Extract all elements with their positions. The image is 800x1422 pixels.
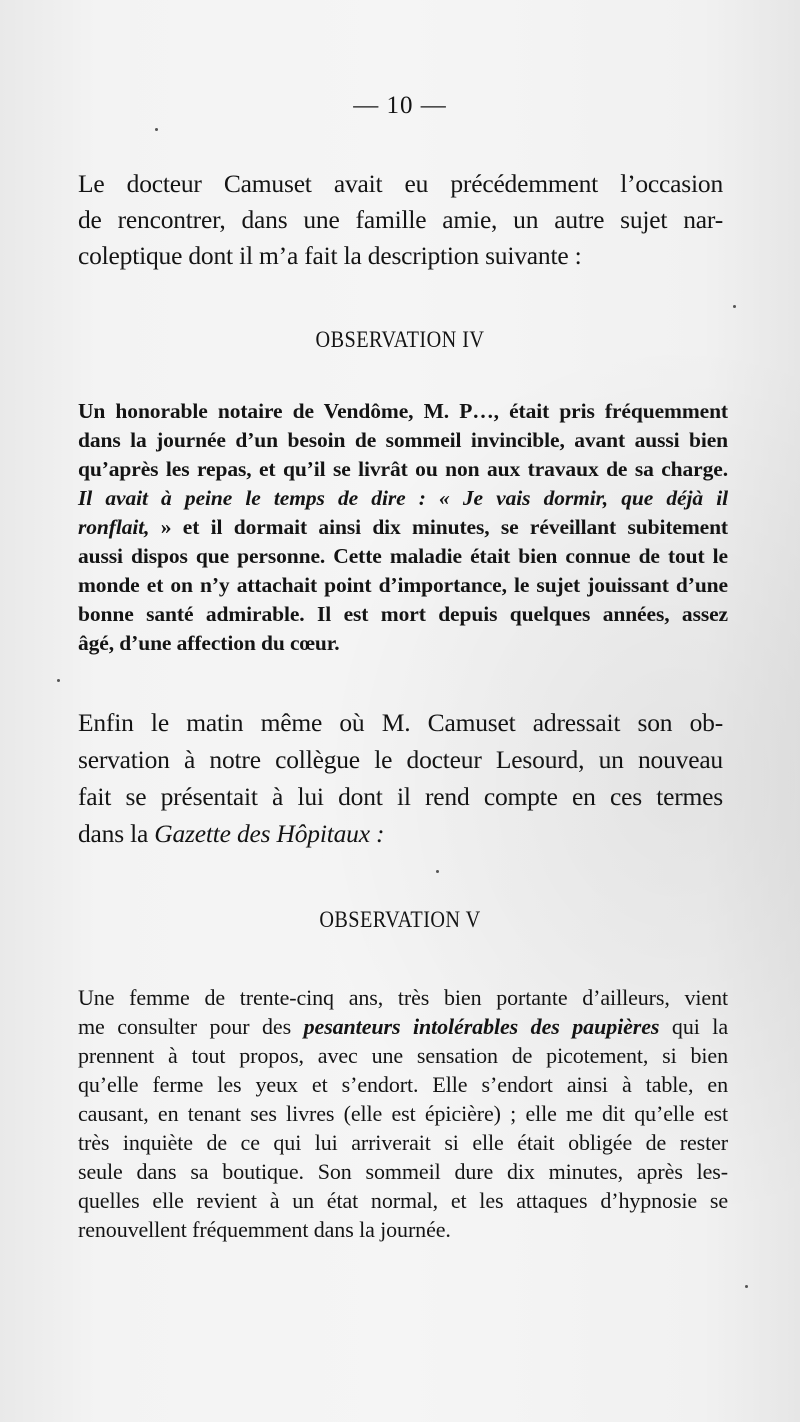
obs4-line-1: Un honorable notaire de Vendôme, M. P…, était pris fréquemment <box>78 399 728 423</box>
gazette-title: Gazette des Hôpitaux : <box>154 819 385 848</box>
middle-line-4-prefix: dans la <box>78 819 155 848</box>
obs5-line-2 <box>78 1012 728 1041</box>
obs4-line-5 <box>78 513 728 542</box>
observation-v-heading: OBSERVATION V <box>319 907 481 932</box>
paper-speck <box>733 305 736 308</box>
obs5-line-4: qu’elle ferme les yeux et s’endort. Elle s’endort ainsi à table, en <box>78 1072 728 1097</box>
obs4-line-3: qu’après les repas, et qu’il se livrât ou non aux travaux de sa charge. <box>78 457 728 481</box>
observation-iv-text <box>78 397 728 658</box>
middle-line-2: servation à notre collègue le docteur Lesourd, un nouveau <box>78 745 723 774</box>
obs5-line-2-prefix: me consulter pour des <box>78 1014 304 1039</box>
intro-line-1: Le docteur Camuset avait eu précédemment l’occasion <box>78 169 723 198</box>
intro-line-2: de rencontrer, dans une famille amie, un autre sujet nar- <box>78 205 723 234</box>
obs4-line-4: Il avait à peine le temps de dire : « Je vais dormir, que déjà il <box>78 486 728 510</box>
middle-line-4 <box>78 815 723 852</box>
obs5-line-3: prennent à tout propos, avec une sensation de picotement, si bien <box>78 1043 728 1068</box>
obs4-line-6: aussi dispos que personne. Cette maladie était bien connue de tout le <box>78 544 728 568</box>
obs5-line-8: quelles elle revient à un état normal, et les attaques d’hypnosie se <box>78 1188 728 1213</box>
obs5-italic-phrase: pesanteurs intolérables des paupières <box>303 1014 660 1039</box>
obs4-line-8: bonne santé admirable. Il est mort depuis quelques années, assez <box>78 602 728 626</box>
observation-iv-heading: OBSERVATION IV <box>315 327 485 352</box>
obs4-line-9: âgé, d’une affection du cœur. <box>78 631 340 655</box>
intro-paragraph <box>78 166 723 274</box>
obs5-line-6: très inquiète de ce qui lui arriverait si elle était obligée de rester <box>78 1130 728 1155</box>
observation-v-text <box>78 983 728 1244</box>
paper-speck <box>745 1285 748 1288</box>
paper-speck <box>155 128 158 131</box>
obs4-line-7: monde et on n’y attachait point d’importance, le sujet jouissant d’une <box>78 573 728 597</box>
intro-line-3: coleptique dont il m’a fait la description suivante : <box>78 241 582 270</box>
obs5-line-9: renouvellent fréquemment dans la journée. <box>78 1217 451 1242</box>
obs5-line-1: Une femme de trente-cinq ans, très bien portante d’ailleurs, vient <box>78 985 728 1010</box>
middle-line-3: fait se présentait à lui dont il rend compte en ces termes <box>78 782 723 811</box>
obs5-line-7: seule dans sa boutique. Son sommeil dure dix minutes, après les- <box>78 1159 728 1184</box>
middle-line-1: Enfin le matin même où M. Camuset adressait son ob- <box>78 708 723 737</box>
obs4-italic-ronflait: ronflait, <box>78 515 150 539</box>
obs5-line-5: causant, en tenant ses livres (elle est épicière) ; elle me dit qu’elle est <box>78 1101 728 1126</box>
paper-speck <box>436 870 439 873</box>
paper-speck <box>57 679 60 682</box>
page-number: — 10 — <box>353 92 447 119</box>
obs5-line-2-suffix: qui la <box>659 1014 728 1039</box>
middle-paragraph <box>78 704 723 852</box>
obs4-line-2: dans la journée d’un besoin de sommeil invincible, avant aussi bien <box>78 428 728 452</box>
obs4-line-5-rest: » et il dormait ainsi dix minutes, se réveillant subitement <box>149 515 728 539</box>
